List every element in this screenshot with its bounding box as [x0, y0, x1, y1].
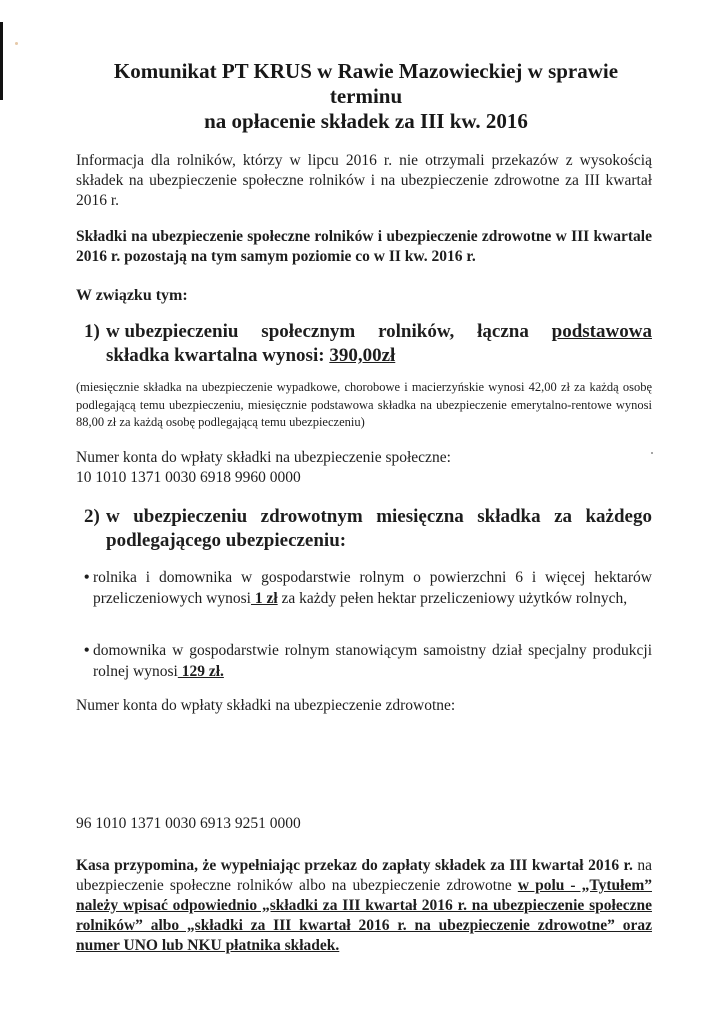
social-quarterly-amount: 390,00zł [329, 345, 396, 366]
item2-text: miesięczna [376, 506, 464, 527]
intro-paragraph: Informacja dla rolników, którzy w lipcu 2016 r. nie otrzymali przekazów z wysokością składek na ubezpieczenie społeczne rolników i na ubezpieczenie zdrowotne za III kwartał 2016 r. [76, 152, 652, 209]
reminder-underlined-text: w polu - „Tytułem” należy wpisać odpowiednio „składki za III kwartał 2016 r. na ubezpieczenie społeczne rolników” albo „składki za III kwartał 2016 r. na ubezpieczenie zdrowotne” oraz numer UNO lub NKU płatnika składek. [76, 877, 652, 954]
item2-text: podlegającego ubezpieczeniu: [106, 530, 347, 551]
item2-text: ubezpieczeniu [133, 506, 248, 527]
item1-text: składka kwartalna wynosi: [106, 345, 325, 366]
item2-text: za [554, 506, 573, 527]
health-bullet-household [84, 640, 652, 682]
scan-speck [651, 452, 653, 454]
bullet-text: domownika w gospodarstwie rolnym stanowiącym samoistny dział specjalny produkcji rolnej wynosi [93, 642, 652, 680]
social-account-label: Numer konta do wpłaty składki na ubezpieczenie społeczne: [76, 449, 451, 466]
social-contribution-note: (miesięcznie składka na ubezpieczenie wypadkowe, chorobowe i macierzyńskie wynosi 42,00 zł za każdą osobę podlegającą temu ubezpieczeniu, miesięcznie podstawowa składka na ubezpieczenie emerytalno-rentowe wynosi 88,00 zł za każdą osobę podlegającą temu ubezpieczeniu) [76, 380, 652, 429]
title-line-2: terminu [329, 84, 403, 108]
health-account-number: 96 1010 1371 0030 6913 9251 0000 [76, 815, 301, 832]
health-bullet-farmer [84, 567, 652, 609]
per-hectare-amount: 1 zł [250, 590, 278, 607]
item1-text: w ubezpieczeniu [106, 321, 239, 342]
item-health-insurance [84, 505, 652, 553]
special-production-amount: 129 zł. [177, 663, 224, 680]
title-line-3: na opłacenie składek za III kw. 2016 [204, 109, 528, 133]
in-connection-heading: W związku tym: [76, 287, 188, 304]
bullet-icon: • [84, 642, 90, 659]
health-account-label: Numer konta do wpłaty składki na ubezpieczenie zdrowotne: [76, 697, 456, 714]
bullet-text: za każdy pełen hektar przeliczeniowy użytków rolnych, [277, 590, 628, 607]
scan-edge-mark [0, 22, 3, 100]
item-number: 2) [84, 506, 100, 527]
item1-underlined-word: podstawowa [551, 321, 652, 342]
social-account-block [76, 448, 451, 488]
scan-speck [15, 42, 18, 45]
title-line-1: Komunikat PT KRUS w Rawie Mazowieckiej w sprawie [113, 59, 619, 83]
item1-text: łączna [477, 321, 529, 342]
item-social-insurance [84, 320, 652, 368]
item2-text: składka [477, 506, 541, 527]
item2-text: w [106, 506, 120, 527]
bullet-icon: • [84, 569, 90, 586]
social-account-number: 10 1010 1371 0030 6918 9960 0000 [76, 469, 301, 486]
item-number: 1) [84, 321, 100, 342]
item2-text: każdego [585, 506, 652, 527]
final-reminder [76, 856, 652, 956]
bullet-text: rolnika i domownika w gospodarstwie rolnym o powierzchni 6 i więcej hektarów przeliczeniowych wynosi [93, 569, 652, 607]
item1-text: rolników, [378, 321, 455, 342]
item1-text: społecznym [261, 321, 356, 342]
item2-text: zdrowotnym [260, 506, 363, 527]
notice-paragraph: Składki na ubezpieczenie społeczne rolników i ubezpieczenie zdrowotne w III kwartale 2016 r. pozostają na tym samym poziomie co w II kw. 2016 r. [76, 228, 652, 265]
reminder-bold-text: Kasa przypomina, że wypełniając przekaz do zapłaty składek za III kwartał 2016 r. [76, 857, 633, 874]
document-title [72, 59, 660, 134]
reminder-text: na ubezpieczenie społeczne rolników albo na ubezpieczenie zdrowotne [76, 857, 652, 894]
